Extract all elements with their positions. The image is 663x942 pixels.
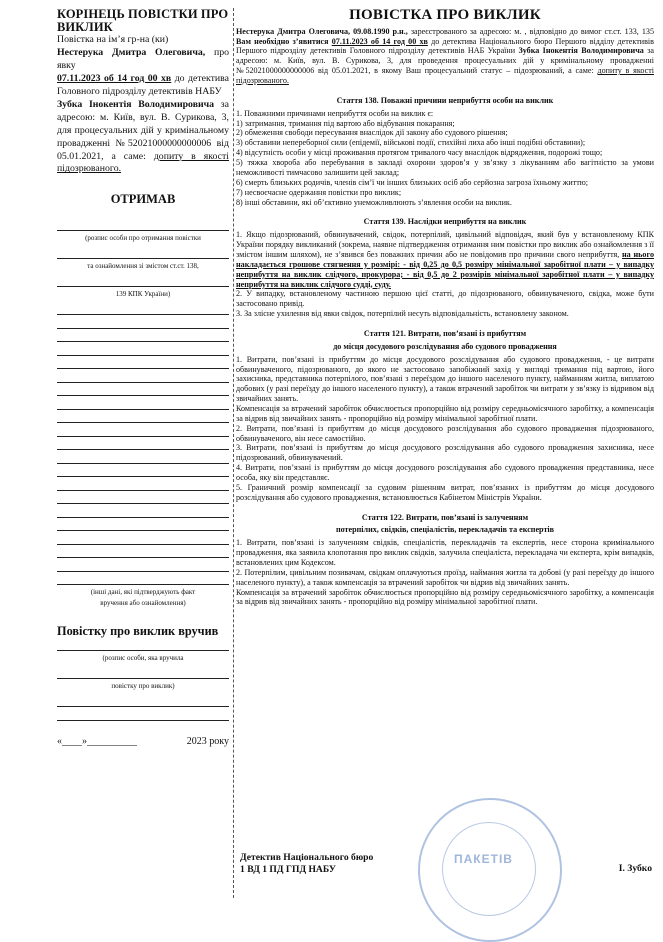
- caption-7: повістку про виклик): [111, 682, 175, 691]
- signature-line[interactable]: [57, 246, 229, 260]
- art138-line: 6) смерть близьких родичів, членів сім’ї чи інших близьких осіб або серйозна загроза їхньому життю;: [236, 177, 589, 187]
- signature-position-2: 1 ВД 1 ПД ГПД НАБУ: [240, 863, 336, 875]
- stub-text-5: до детектива Головного підрозділу детективів НАБУ: [57, 73, 229, 97]
- stub-datetime-line: [57, 73, 229, 99]
- date-day[interactable]: «____»__________: [57, 735, 137, 747]
- article-122-title: Стаття 122. Витрати, пов’язані із залученням: [361, 512, 529, 522]
- art138-line: 4) відсутність особи у місці проживання протягом тривалого часу внаслідок відрядження, подорожі тощо;: [236, 148, 603, 158]
- article-139-title: Стаття 139. Наслідки неприбуття на виклик: [363, 217, 527, 227]
- handed-signature-line[interactable]: [57, 638, 229, 652]
- stub-datetime: 07.11.2023 об 14 год 00 хв: [57, 73, 172, 85]
- summons-address: зареєстрованого за адресою: м. , відповідно до вимог ст.ст. 133, 135: [410, 26, 655, 36]
- art138-line: 2) обмеження свободи пересування внаслідок дії закону або судового рішення;: [236, 128, 508, 138]
- caption-6: (розпис особи, яка вручила: [102, 654, 184, 663]
- art122-line: Компенсація за втрачений заробіток обчислюється пропорційно від розміру середньомісячного заробітку, а компенсація за відрив від звичайних занять - пропорційно від розміру мінімальної заробітної плати.: [236, 587, 654, 607]
- blank-line[interactable]: [57, 383, 229, 397]
- blank-line[interactable]: [57, 329, 229, 343]
- summons-person: Нестерука Дмитра Олеговича, 09.08.1990 р.н.,: [236, 26, 408, 36]
- art138-line: 1) затримання, тримання під вартою або відбування покарання;: [236, 118, 455, 128]
- summons-intro: [236, 27, 654, 86]
- art138-line: 7) несвоєчасне одержання повістки про виклик;: [236, 187, 402, 197]
- blank-line[interactable]: [57, 558, 229, 572]
- blank-line[interactable]: [57, 464, 229, 478]
- blank-line[interactable]: [57, 342, 229, 356]
- handed-heading: Повістку про виклик вручив: [57, 623, 219, 638]
- art138-line: 3) обставини непереборної сили (епідемії, військові події, стихійні лиха або інші подібні обставини);: [236, 138, 586, 148]
- art122-line: 1. Витрати, пов’язані із залученням свідків, спеціалістів, перекладачів та експертів, несе сторона кримінального провадження, яка заявила клопотання про виклик свідків, залучила спеціаліста, перекладача чи експерта, крім випадків, встановлених цим Кодексом.: [236, 538, 654, 567]
- blank-line[interactable]: [57, 396, 229, 410]
- stub-column: [57, 8, 229, 748]
- summons-purpose: допиту в якості підозрюваного.: [236, 66, 654, 86]
- caption-4: (інші дані, які підтверджують факт: [90, 588, 196, 597]
- signature-line[interactable]: [57, 218, 229, 232]
- summons-datetime: 07.11.2023 об 14 год 00 хв: [331, 36, 428, 46]
- stamp-text: ПАКЕТІВ: [454, 852, 513, 866]
- date-open-quote: «: [57, 735, 62, 747]
- date-line[interactable]: [57, 735, 229, 748]
- summons-proceeding: за адресою: м. Київ, вул. В. Сурикова, 3, для проведення процесуальних дій у кримінальному провадженні №52021000000000006 від 05.01.2021, в якому Ваш процесуальний статус – підозрюваний, а саме:: [236, 46, 655, 76]
- art139-penalty: на нього накладається грошове стягнення у розмірі: - від 0,25 до 0,5 розміру мінімальної заробітної плати – у випадку неприбуття на виклик слідчого, прокурора; - від 0,5 до 2 розмірів мінімальної заробітної плати – у випадку неприбуття на виклик слідчого судді, суду.: [236, 249, 654, 289]
- art121-line: 1. Витрати, пов’язані із прибуттям до місця досудового розслідування або судового провадження, - це витрати обвинуваченого, підозрюваного, до якого не застосовано запобіжний захід у вигляді тримання під вартою, його захисника, представника потерпілого, пов’язані з переїздом до іншого населеного пункту, найманням житла, виплатою добових (у разі переїзду до іншого населеного пункту), а також втрачений заробіток чи витрати у зв’язку із відривом від звичайних занять.: [236, 354, 654, 404]
- blank-line[interactable]: [57, 315, 229, 329]
- art138-line: 1. Поважними причинами неприбуття особи на виклик є:: [236, 108, 434, 118]
- received-heading: ОТРИМАВ: [110, 192, 176, 207]
- blank-line[interactable]: [57, 545, 229, 559]
- art121-line: Компенсація за втрачений заробіток обчислюється пропорційно від розміру середньомісячного заробітку, а компенсація за відрив від звичайних занять - пропорційно від розміру мінімальної заробітної плати.: [236, 403, 654, 423]
- signature-block: [240, 852, 654, 875]
- blank-line[interactable]: [57, 491, 229, 505]
- stub-title: КОРІНЕЦЬ ПОВІСТКИ ПРО ВИКЛИК: [57, 7, 229, 35]
- summons-column: [236, 8, 654, 607]
- caption-3: 139 КПК України): [115, 290, 171, 299]
- blank-line[interactable]: [57, 450, 229, 464]
- art138-line: 8) інші обставини, які об’єктивно унеможливлюють з’явлення особи на виклик.: [236, 197, 512, 207]
- signature-line[interactable]: [57, 274, 229, 288]
- blank-line[interactable]: [57, 707, 229, 721]
- art122-line: 2. Потерпілим, цивільним позивачам, свідкам оплачуються проїзд, наймання житла та добові (у разі переїзду до іншого населеного пункту), а також компенсація за втрачений заробіток чи відрив від звичайних занять.: [236, 567, 654, 587]
- signature-position-1: Детектив Національного бюро: [240, 852, 374, 863]
- summons-must-appear: Вам необхідно з’явитися: [236, 36, 329, 46]
- blank-line[interactable]: [57, 356, 229, 370]
- art139-part-2: 2. У випадку, встановленому частиною першою цієї статті, до підозрюваного, обвинуваченого, свідка, може бути застосовано привід.: [236, 289, 654, 309]
- stub-detective-line: [57, 99, 229, 177]
- art139-part-1: [236, 230, 654, 289]
- stub-text-7: за адресою: м. Київ, вул. В. Сурикова, 3, для процесуальних дій у кримінальному провадженні №52021000000000006 від 05.01.2021, а саме:: [57, 98, 230, 162]
- art121-line: 5. Граничний розмір компенсації за судовим рішенням витрат, пов’язаних із прибуттям до місця досудового розслідування або судового провадження, встановлюється Кабінетом Міністрів України.: [236, 482, 654, 502]
- caption-5: вручення або ознайомлення): [100, 599, 186, 608]
- art121-line: 3. Витрати, пов’язані із прибуттям до місця досудового розслідування або судового провадження захисника, несе підозрюваний, обвинувачений.: [236, 443, 654, 463]
- cut-line-divider: [233, 8, 234, 898]
- blank-line[interactable]: [57, 694, 229, 708]
- art139-part-3: 3. За злісне ухилення від явки свідок, потерпілий несуть відповідальність, встановлену законом.: [236, 309, 569, 319]
- blank-line[interactable]: [57, 518, 229, 532]
- art121-line: 2. Витрати, пов’язані із прибуттям до місця досудового розслідування або судового провадження підозрюваного, обвинуваченого, він несе самостійно.: [236, 423, 654, 443]
- stub-detective: Зубка Інокентія Володимировича: [57, 98, 215, 110]
- signature-name: І. Зубко: [618, 863, 652, 874]
- stub-text-3: про явку: [57, 47, 230, 72]
- summons-unit: до детектива Національного бюро Першого відділу детективів Першого підрозділу детективів Головного підрозділу детективів НАБ України: [236, 36, 654, 56]
- date-year: 2023 року: [186, 735, 229, 747]
- stub-text-1: Повістка на ім’я гр-на (ки): [57, 34, 169, 46]
- article-121-title: Стаття 121. Витрати, пов’язані із прибуттям: [363, 328, 527, 338]
- stub-name: Нестерука Дмитра Олеговича,: [57, 47, 206, 59]
- art121-line: 4. Витрати, пов’язані із прибуттям до місця досудового розслідування або судового провадження представника, несе особа, яку він представляє.: [236, 463, 654, 482]
- blank-line[interactable]: [57, 531, 229, 545]
- article-138-title: Стаття 138. Поважні причини неприбуття особи на виклик: [336, 95, 554, 105]
- summons-detective: Зубка Інокентія Володимировича: [518, 46, 644, 56]
- article-122-subtitle: потерпілих, свідків, спеціалістів, перекладачів та експертів: [335, 525, 555, 535]
- article-121-subtitle: до місця досудового розслідування або судового провадження: [333, 341, 557, 351]
- caption-2: та ознайомлення зі змістом ст.ст. 138,: [87, 262, 199, 271]
- stub-addressee-label: [57, 34, 229, 47]
- blank-line[interactable]: [57, 410, 229, 424]
- blank-line[interactable]: [57, 666, 229, 680]
- blank-line[interactable]: [57, 477, 229, 491]
- art138-line: 5) тяжка хвороба або перебування в закладі охорони здоров’я у зв’язку з лікуванням або вагітністю за умови неможливості тимчасово залишити цей заклад;: [236, 158, 654, 177]
- blank-line[interactable]: [57, 423, 229, 437]
- stub-purpose: допиту в якості підозрюваного.: [57, 150, 229, 175]
- summons-title: ПОВІСТКА ПРО ВИКЛИК: [349, 7, 541, 23]
- caption-1: (розпис особи про отримання повістки: [85, 234, 201, 243]
- blank-line[interactable]: [57, 504, 229, 518]
- blank-line[interactable]: [57, 572, 229, 586]
- stub-addressee: [57, 47, 229, 73]
- date-close-quote: »: [82, 735, 87, 747]
- blank-line[interactable]: [57, 369, 229, 383]
- blank-line[interactable]: [57, 302, 229, 316]
- blank-line[interactable]: [57, 437, 229, 451]
- art139-text: 1. Якщо підозрюваний, обвинувачений, свідок, потерпілий, цивільний відповідач, який був у встановленому КПК України порядку викликаний (зокрема, наявне підтвердження отримання ним повістки про виклик або ознайомлення з її змістом іншим шляхом), не з’явився без поважних причин або не повідомив про причини свого неприбуття,: [236, 230, 654, 259]
